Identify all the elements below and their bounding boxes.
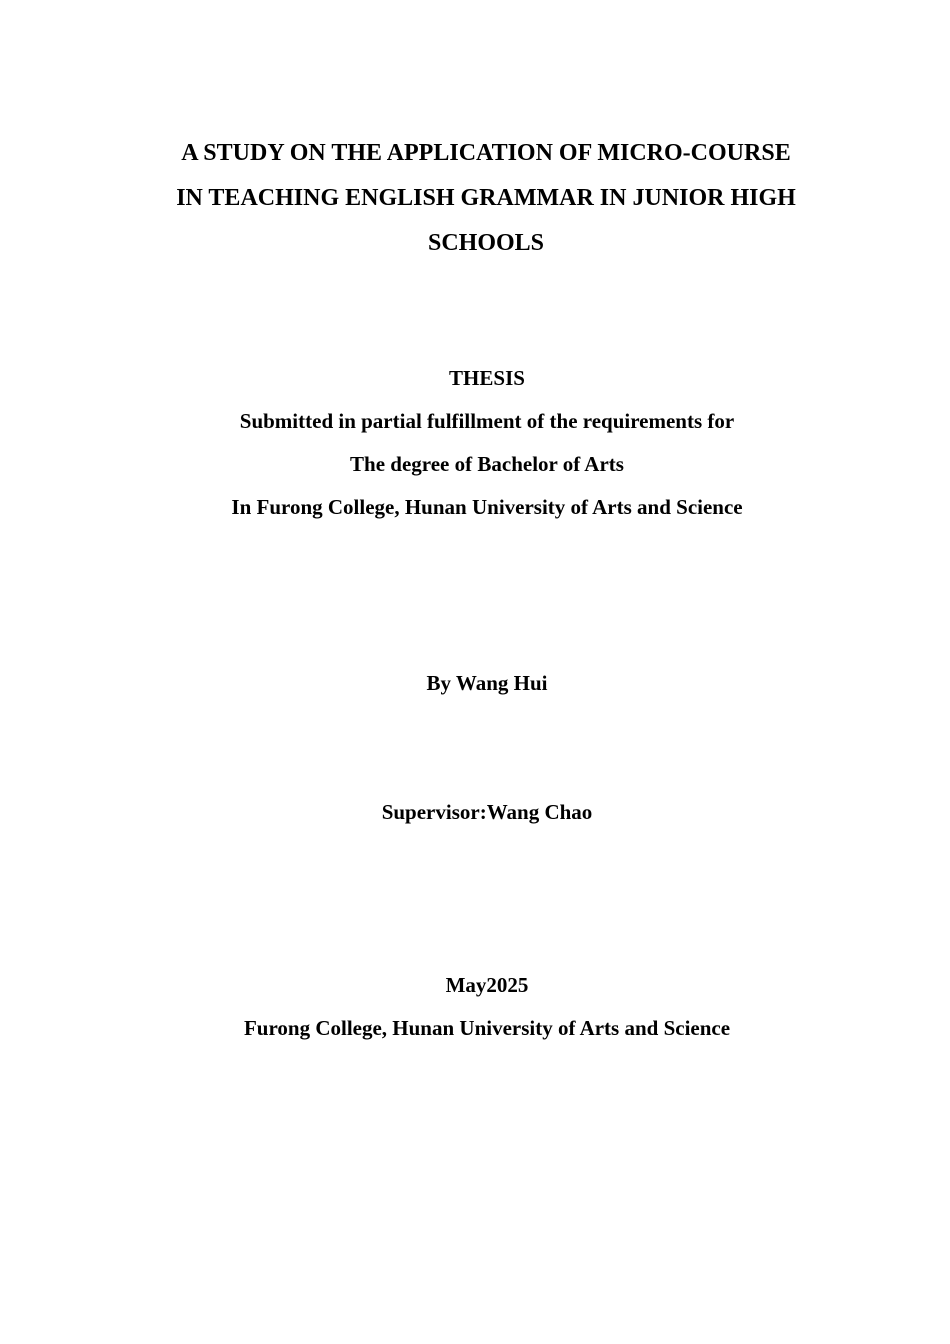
supervisor-name: Supervisor:Wang Chao bbox=[381, 800, 593, 824]
degree-statement: The degree of Bachelor of Arts bbox=[350, 452, 624, 476]
thesis-statement bbox=[0, 357, 950, 529]
date-and-institution bbox=[0, 964, 950, 1050]
thesis-title-line-3: SCHOOLS bbox=[427, 230, 545, 256]
thesis-title-line-1: A STUDY ON THE APPLICATION OF MICRO-COURSE bbox=[181, 140, 791, 166]
thesis-title-line-2: IN TEACHING ENGLISH GRAMMAR IN JUNIOR HIGH bbox=[176, 185, 796, 211]
author-name: By Wang Hui bbox=[426, 671, 548, 695]
submission-statement: Submitted in partial fulfillment of the requirements for bbox=[239, 409, 735, 433]
thesis-title bbox=[130, 131, 842, 266]
supervisor-line bbox=[0, 791, 950, 834]
thesis-heading: THESIS bbox=[449, 366, 525, 390]
author-line bbox=[0, 662, 950, 705]
institution-statement: In Furong College, Hunan University of Arts and Science bbox=[231, 495, 743, 519]
submission-date: May2025 bbox=[445, 973, 529, 997]
footer-institution: Furong College, Hunan University of Arts and Science bbox=[243, 1016, 731, 1040]
